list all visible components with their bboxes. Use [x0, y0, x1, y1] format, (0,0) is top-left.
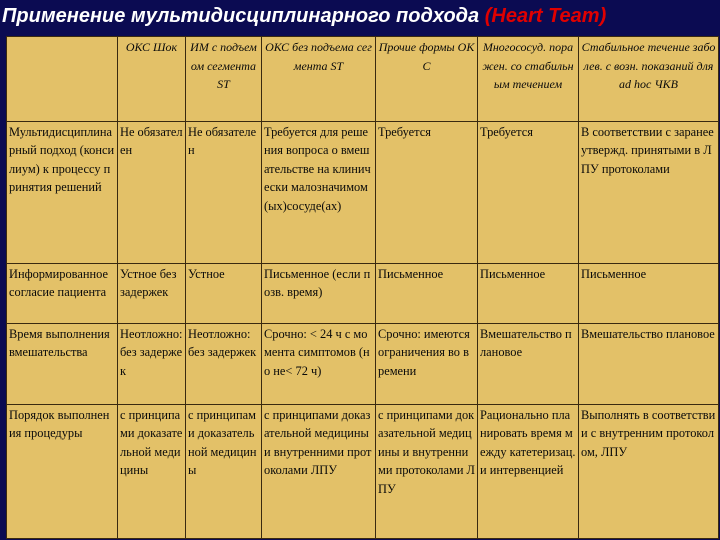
row-label: Порядок выполнения процедуры: [7, 405, 118, 539]
table-cell: с принципами доказательной медицины и внутренними протоколами ЛПУ: [262, 405, 376, 539]
table-cell: с принципами доказательной медицины: [118, 405, 186, 539]
table-cell: Требуется: [478, 122, 579, 264]
header-cell: Стабильное течение заболев. с возн. показаний для ad hoc ЧКВ: [579, 37, 719, 122]
table-cell: Неотложно: без задержек: [118, 324, 186, 405]
comparison-table: [6, 36, 719, 539]
table-cell: В соответствии с заранее утвержд. принятыми в ЛПУ протоколами: [579, 122, 719, 264]
table-row: [7, 264, 719, 324]
table-cell: Письменное: [376, 264, 478, 324]
header-corner: [7, 37, 118, 122]
table-cell: Выполнять в соответствии с внутренним протоколом, ЛПУ: [579, 405, 719, 539]
row-label: Информированное согласие пациента: [7, 264, 118, 324]
slide-title: [2, 3, 718, 29]
table-cell: с принципами доказательной медицины и внутренними протоколами ЛПУ: [376, 405, 478, 539]
table-cell: Срочно: имеются ограничения во времени: [376, 324, 478, 405]
table-row: [7, 405, 719, 539]
table-cell: Рационально планировать время между катетеризац. и интервенцией: [478, 405, 579, 539]
table-cell: Письменное (если позв. время): [262, 264, 376, 324]
row-label: Мультидисциплинарный подход (консилиум) к процессу принятия решений: [7, 122, 118, 264]
table-cell: Требуется для решения вопроса о вмешательстве на клинически малозначимом(ых)сосуде(ах): [262, 122, 376, 264]
table-cell: Не обязателен: [118, 122, 186, 264]
table-cell: Срочно: < 24 ч с момента симптомов (но не< 72 ч): [262, 324, 376, 405]
table-row: [7, 324, 719, 405]
table-row: [7, 122, 719, 264]
table-cell: Вмешательство плановое: [478, 324, 579, 405]
row-label: Время выполнения вмешательства: [7, 324, 118, 405]
header-cell: Многососуд. поражен. со стабильным течением: [478, 37, 579, 122]
header-cell: ИМ с подъемом сегмента ST: [186, 37, 262, 122]
title-main: Применение мультидисциплинарного подхода: [2, 5, 480, 27]
table-cell: Устное: [186, 264, 262, 324]
table-cell: Не обязателен: [186, 122, 262, 264]
table-cell: Устное без задержек: [118, 264, 186, 324]
header-cell: ОКС без подъема сегмента ST: [262, 37, 376, 122]
header-cell: ОКС Шок: [118, 37, 186, 122]
table-cell: Письменное: [579, 264, 719, 324]
table-cell: Требуется: [376, 122, 478, 264]
table-cell: с принципами доказательной медицины: [186, 405, 262, 539]
table-cell: Вмешательство плановое: [579, 324, 719, 405]
header-row: [7, 37, 719, 122]
header-cell: Прочие формы ОКС: [376, 37, 478, 122]
table-cell: Неотложно: без задержек: [186, 324, 262, 405]
table-cell: Письменное: [478, 264, 579, 324]
title-accent: (Heart Team): [484, 5, 607, 27]
